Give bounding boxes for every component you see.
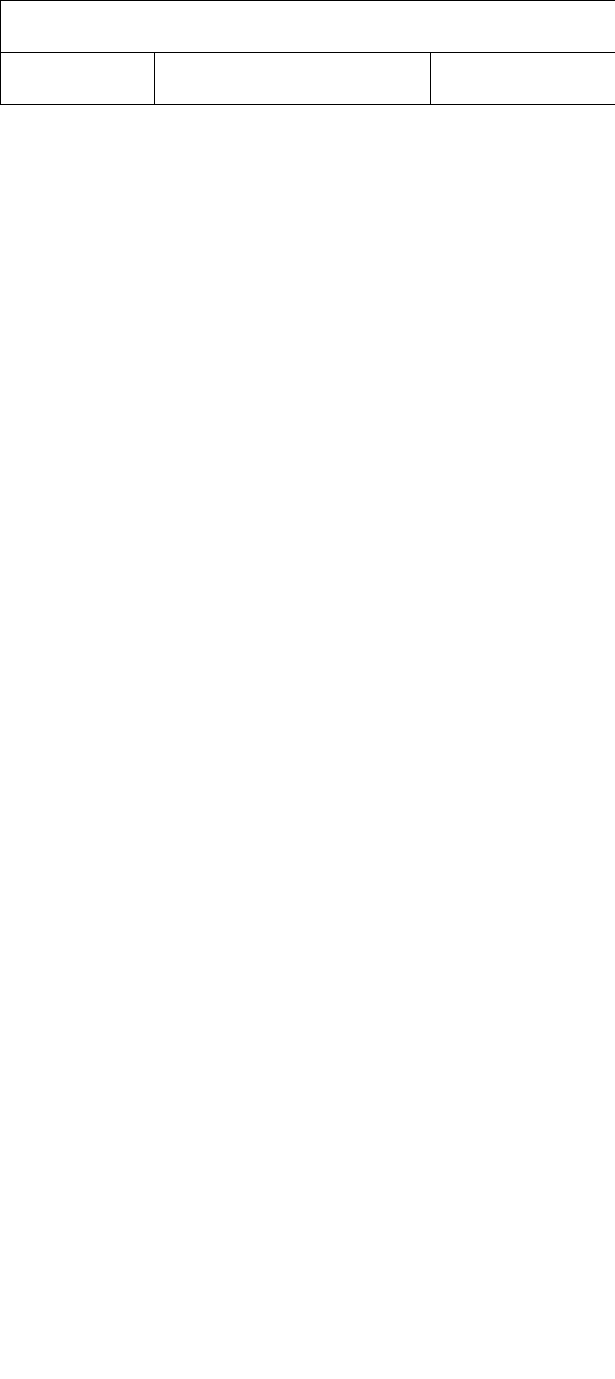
schedule-table: [0, 0, 615, 105]
venue-label: [155, 53, 431, 105]
venue-value: [431, 53, 615, 105]
title-row: [1, 1, 615, 53]
info-row-venue: [1, 53, 615, 105]
organizer-value: [1, 53, 155, 105]
page-title: [1, 1, 615, 53]
